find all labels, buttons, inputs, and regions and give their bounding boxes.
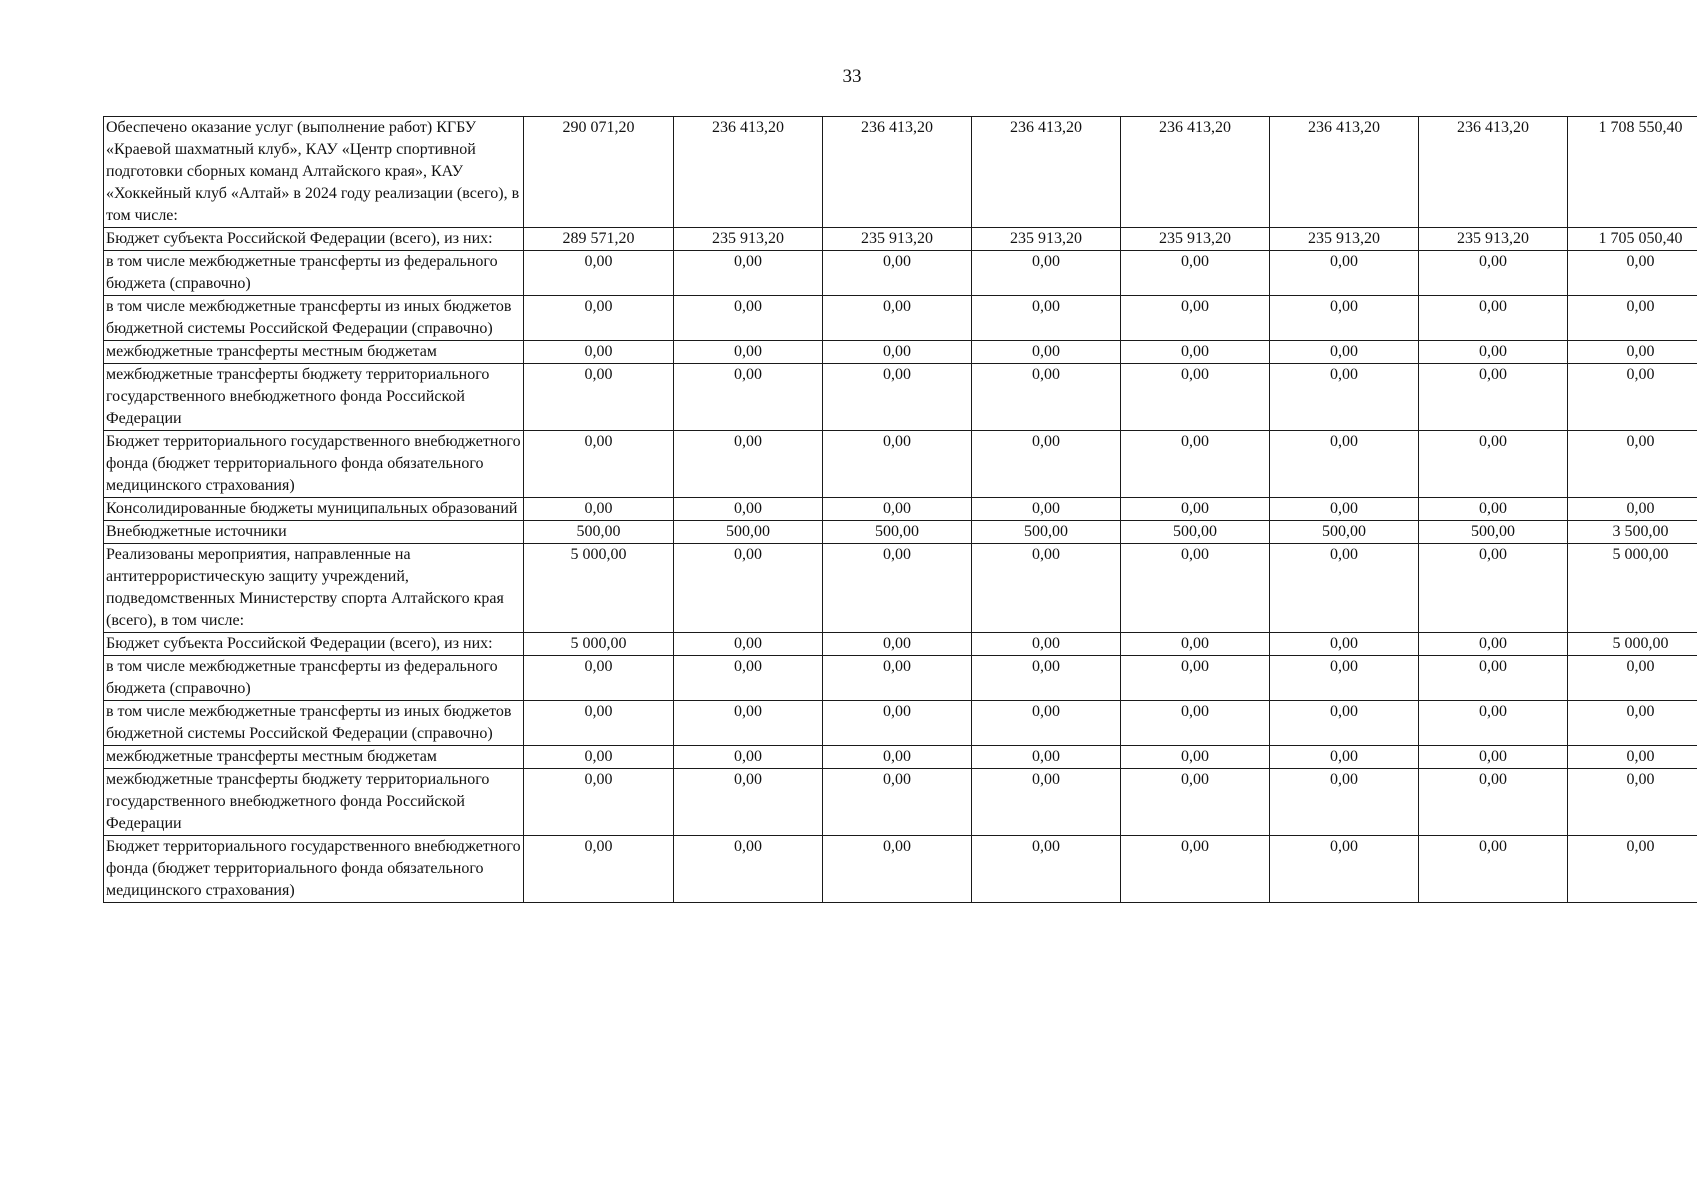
row-value: 0,00 <box>972 364 1121 431</box>
row-value: 0,00 <box>1121 769 1270 836</box>
row-value: 0,00 <box>972 498 1121 521</box>
row-value: 5 000,00 <box>524 544 674 633</box>
row-description: межбюджетные трансферты бюджету территориального государственного внебюджетного фонда Российской Федерации <box>104 364 524 431</box>
table-row <box>104 341 1697 364</box>
row-description: в том числе межбюджетные трансферты из федерального бюджета (справочно) <box>104 251 524 296</box>
table-row <box>104 836 1697 903</box>
row-value: 0,00 <box>823 769 972 836</box>
page-number: 33 <box>842 66 862 87</box>
table-row <box>104 117 1697 228</box>
row-value: 0,00 <box>972 341 1121 364</box>
row-value: 0,00 <box>1419 656 1568 701</box>
row-total-value: 0,00 <box>1568 746 1697 769</box>
table-row <box>104 769 1697 836</box>
row-value: 0,00 <box>1419 746 1568 769</box>
row-value: 0,00 <box>1270 836 1419 903</box>
table-row <box>104 296 1697 341</box>
row-value: 0,00 <box>524 364 674 431</box>
row-value: 0,00 <box>1419 341 1568 364</box>
row-value: 236 413,20 <box>1270 117 1419 228</box>
row-value: 0,00 <box>674 633 823 656</box>
row-value: 0,00 <box>674 498 823 521</box>
row-value: 0,00 <box>1121 701 1270 746</box>
row-value: 0,00 <box>972 544 1121 633</box>
row-value: 0,00 <box>972 769 1121 836</box>
row-value: 0,00 <box>674 836 823 903</box>
row-value: 500,00 <box>823 521 972 544</box>
row-total-value: 0,00 <box>1568 836 1697 903</box>
row-value: 0,00 <box>823 701 972 746</box>
row-value: 0,00 <box>674 364 823 431</box>
row-value: 235 913,20 <box>1270 228 1419 251</box>
row-value: 0,00 <box>823 364 972 431</box>
row-value: 0,00 <box>1121 341 1270 364</box>
row-value: 0,00 <box>823 544 972 633</box>
row-value: 0,00 <box>1419 769 1568 836</box>
row-value: 0,00 <box>1121 296 1270 341</box>
row-total-value: 0,00 <box>1568 341 1697 364</box>
row-value: 0,00 <box>674 769 823 836</box>
row-description: Консолидированные бюджеты муниципальных образований <box>104 498 524 521</box>
row-value: 0,00 <box>1121 364 1270 431</box>
row-value: 0,00 <box>1270 746 1419 769</box>
row-value: 0,00 <box>524 656 674 701</box>
row-description: в том числе межбюджетные трансферты из иных бюджетов бюджетной системы Российской Федерации (справочно) <box>104 296 524 341</box>
row-value: 0,00 <box>972 633 1121 656</box>
row-value: 0,00 <box>674 296 823 341</box>
row-value: 0,00 <box>972 746 1121 769</box>
row-value: 235 913,20 <box>1121 228 1270 251</box>
row-value: 0,00 <box>674 544 823 633</box>
row-value: 0,00 <box>972 296 1121 341</box>
row-value: 0,00 <box>1121 251 1270 296</box>
table-row <box>104 521 1697 544</box>
row-value: 0,00 <box>1419 364 1568 431</box>
table-row <box>104 251 1697 296</box>
row-value: 235 913,20 <box>1419 228 1568 251</box>
row-value: 0,00 <box>823 498 972 521</box>
row-value: 0,00 <box>1419 498 1568 521</box>
row-value: 0,00 <box>1121 656 1270 701</box>
row-value: 500,00 <box>1121 521 1270 544</box>
row-value: 0,00 <box>674 251 823 296</box>
row-value: 0,00 <box>524 431 674 498</box>
row-value: 235 913,20 <box>972 228 1121 251</box>
row-value: 0,00 <box>823 296 972 341</box>
row-value: 289 571,20 <box>524 228 674 251</box>
row-value: 0,00 <box>823 341 972 364</box>
row-total-value: 1 705 050,40 <box>1568 228 1697 251</box>
row-value: 0,00 <box>1121 544 1270 633</box>
row-value: 0,00 <box>524 251 674 296</box>
row-total-value: 1 708 550,40 <box>1568 117 1697 228</box>
row-value: 0,00 <box>1270 633 1419 656</box>
row-value: 500,00 <box>674 521 823 544</box>
row-value: 0,00 <box>1270 431 1419 498</box>
row-value: 0,00 <box>823 251 972 296</box>
row-value: 0,00 <box>1419 836 1568 903</box>
row-description: в том числе межбюджетные трансферты из федерального бюджета (справочно) <box>104 656 524 701</box>
row-description: Бюджет территориального государственного внебюджетного фонда (бюджет территориального фонда обязательного медицинского страхования) <box>104 836 524 903</box>
row-value: 0,00 <box>1419 544 1568 633</box>
row-value: 500,00 <box>972 521 1121 544</box>
row-total-value: 0,00 <box>1568 251 1697 296</box>
row-description: межбюджетные трансферты местным бюджетам <box>104 341 524 364</box>
row-total-value: 0,00 <box>1568 364 1697 431</box>
table-row <box>104 656 1697 701</box>
row-description: Реализованы мероприятия, направленные на антитеррористическую защиту учреждений, подведомственных Министерству спорта Алтайского края (всего), в том числе: <box>104 544 524 633</box>
row-value: 0,00 <box>674 701 823 746</box>
row-total-value: 3 500,00 <box>1568 521 1697 544</box>
row-description: Внебюджетные источники <box>104 521 524 544</box>
row-description: межбюджетные трансферты бюджету территориального государственного внебюджетного фонда Российской Федерации <box>104 769 524 836</box>
table-row <box>104 431 1697 498</box>
row-value: 0,00 <box>1121 633 1270 656</box>
table-row <box>104 633 1697 656</box>
row-value: 0,00 <box>1270 701 1419 746</box>
row-value: 0,00 <box>1121 836 1270 903</box>
row-value: 0,00 <box>823 746 972 769</box>
table-body <box>104 117 1697 903</box>
row-value: 236 413,20 <box>1419 117 1568 228</box>
row-value: 500,00 <box>1419 521 1568 544</box>
row-value: 0,00 <box>674 431 823 498</box>
row-value: 0,00 <box>823 836 972 903</box>
row-value: 0,00 <box>1270 364 1419 431</box>
row-value: 235 913,20 <box>674 228 823 251</box>
table-row <box>104 746 1697 769</box>
row-total-value: 0,00 <box>1568 769 1697 836</box>
table-row <box>104 701 1697 746</box>
row-description: Бюджет субъекта Российской Федерации (всего), из них: <box>104 228 524 251</box>
row-total-value: 0,00 <box>1568 656 1697 701</box>
row-value: 0,00 <box>1121 431 1270 498</box>
row-value: 0,00 <box>674 656 823 701</box>
row-total-value: 0,00 <box>1568 701 1697 746</box>
row-description: Обеспечено оказание услуг (выполнение работ) КГБУ «Краевой шахматный клуб», КАУ «Центр спортивной подготовки сборных команд Алтайского края», КАУ «Хоккейный клуб «Алтай» в 2024 году реализации (всего), в том числе: <box>104 117 524 228</box>
row-value: 0,00 <box>823 431 972 498</box>
row-description: межбюджетные трансферты местным бюджетам <box>104 746 524 769</box>
row-value: 0,00 <box>972 701 1121 746</box>
row-total-value: 0,00 <box>1568 296 1697 341</box>
row-value: 0,00 <box>674 746 823 769</box>
row-description: Бюджет территориального государственного внебюджетного фонда (бюджет территориального фонда обязательного медицинского страхования) <box>104 431 524 498</box>
row-value: 0,00 <box>1270 769 1419 836</box>
row-value: 0,00 <box>524 341 674 364</box>
row-value: 5 000,00 <box>524 633 674 656</box>
table-row <box>104 228 1697 251</box>
row-description: в том числе межбюджетные трансферты из иных бюджетов бюджетной системы Российской Федерации (справочно) <box>104 701 524 746</box>
row-value: 0,00 <box>972 251 1121 296</box>
row-value: 290 071,20 <box>524 117 674 228</box>
budget-table <box>103 116 1697 903</box>
row-value: 0,00 <box>1270 296 1419 341</box>
row-value: 0,00 <box>1270 341 1419 364</box>
row-value: 0,00 <box>524 769 674 836</box>
row-value: 235 913,20 <box>823 228 972 251</box>
row-value: 0,00 <box>972 656 1121 701</box>
row-value: 0,00 <box>674 341 823 364</box>
row-total-value: 0,00 <box>1568 498 1697 521</box>
row-value: 0,00 <box>524 498 674 521</box>
row-total-value: 0,00 <box>1568 431 1697 498</box>
row-value: 0,00 <box>823 633 972 656</box>
row-value: 236 413,20 <box>972 117 1121 228</box>
row-total-value: 5 000,00 <box>1568 544 1697 633</box>
row-value: 0,00 <box>972 836 1121 903</box>
row-value: 0,00 <box>1419 431 1568 498</box>
row-value: 0,00 <box>1270 498 1419 521</box>
row-value: 500,00 <box>524 521 674 544</box>
table-row <box>104 498 1697 521</box>
row-value: 0,00 <box>823 656 972 701</box>
row-value: 0,00 <box>524 836 674 903</box>
row-value: 0,00 <box>1419 633 1568 656</box>
row-value: 0,00 <box>1270 656 1419 701</box>
row-value: 0,00 <box>1121 498 1270 521</box>
row-value: 0,00 <box>524 296 674 341</box>
row-value: 0,00 <box>1270 251 1419 296</box>
table-row <box>104 364 1697 431</box>
row-value: 0,00 <box>972 431 1121 498</box>
row-value: 236 413,20 <box>823 117 972 228</box>
row-value: 0,00 <box>1419 296 1568 341</box>
row-value: 0,00 <box>524 746 674 769</box>
row-value: 0,00 <box>1121 746 1270 769</box>
row-value: 236 413,20 <box>1121 117 1270 228</box>
row-description: Бюджет субъекта Российской Федерации (всего), из них: <box>104 633 524 656</box>
row-value: 0,00 <box>524 701 674 746</box>
row-value: 0,00 <box>1419 701 1568 746</box>
row-value: 500,00 <box>1270 521 1419 544</box>
row-value: 0,00 <box>1419 251 1568 296</box>
row-value: 0,00 <box>1270 544 1419 633</box>
row-total-value: 5 000,00 <box>1568 633 1697 656</box>
table-row <box>104 544 1697 633</box>
row-value: 236 413,20 <box>674 117 823 228</box>
